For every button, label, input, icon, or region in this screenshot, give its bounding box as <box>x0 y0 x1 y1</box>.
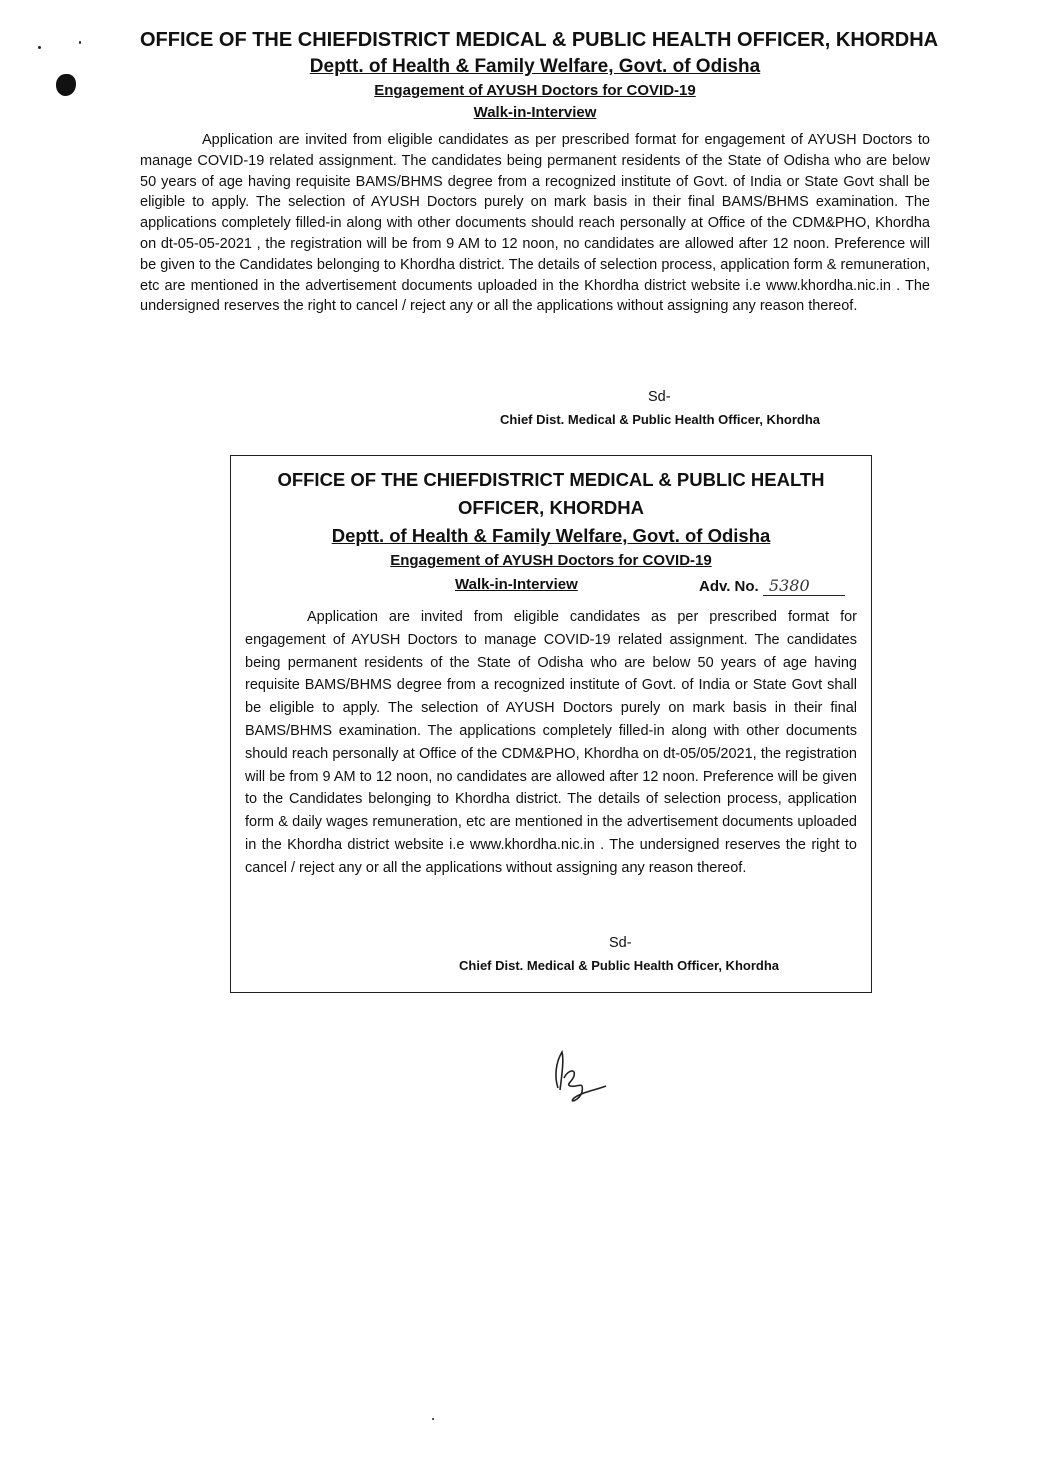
scan-speck <box>79 41 81 44</box>
signatory: Chief Dist. Medical & Public Health Officer, Khordha <box>500 412 820 427</box>
adv-label: Adv. No. <box>699 578 759 595</box>
box-mode-title: Walk-in-Interview <box>455 576 578 593</box>
box-office-title-line2: OFFICER, KHORDHA <box>457 497 645 518</box>
box-subject-title: Engagement of AYUSH Doctors for COVID-19 <box>390 552 712 569</box>
box-office-title-line1: OFFICE OF THE CHIEFDISTRICT MEDICAL & PUBLIC HEALTH <box>277 469 825 490</box>
mode-title: Walk-in-Interview <box>473 104 597 121</box>
sd-mark: Sd- <box>648 389 671 405</box>
box-notice-body: Application are invited from eligible candidates as per prescribed format for engagement of AYUSH Doctors to manage COVID-19 related assignment. The candidates being permanent residents of the State of Odisha who are below 50 years of age having requisite BAMS/BHMS degree from a recognized institute of Govt. of India or State Govt shall be eligible to apply. The selection of AYUSH Doctors purely on mark basis in their final BAMS/BHMS examination. The applications completely filled-in along with other documents should reach personally at Office of the CDM&PHO, Khordha on dt-05/05/2021, the registration will be from 9 AM to 12 noon, no candidates are allowed after 12 noon. Preference will be given to the Candidates belonging to Khordha district. The details of selection process, application form & daily wages remuneration, etc are mentioned in the advertisement documents uploaded in the Khordha district website i.e www.khordha.nic.in . The undersigned reserves the right to cancel / reject any or all the applications without assigning any reason thereof. <box>245 609 857 876</box>
adv-number: 5380 <box>763 576 845 596</box>
department-title: Deptt. of Health & Family Welfare, Govt. of Odisha <box>309 56 761 77</box>
box-department-title: Deptt. of Health & Family Welfare, Govt. of Odisha <box>331 525 771 546</box>
scan-speck <box>38 46 41 49</box>
handwritten-initials-icon <box>540 1040 620 1110</box>
top-notice <box>140 26 939 427</box>
ink-blot <box>56 74 76 96</box>
subject-title: Engagement of AYUSH Doctors for COVID-19 <box>374 82 696 99</box>
boxed-notice <box>230 455 872 993</box>
notice-body: Application are invited from eligible candidates as per prescribed format for engagement of AYUSH Doctors to manage COVID-19 related assignment. The candidates being permanent residents of the State of Odisha who are below 50 years of age having requisite BAMS/BHMS degree from a recognized institute of Govt. of India or State Govt shall be eligible to apply. The selection of AYUSH Doctors purely on mark basis in their final BAMS/BHMS examination. The applications completely filled-in along with other documents should reach personally at Office of the CDM&PHO, Khordha on dt-05-05-2021 , the registration will be from 9 AM to 12 noon, no candidates are allowed after 12 noon. Preference will be given to the Candidates belonging to Khordha district. The details of selection process, application form & remuneration, etc are mentioned in the advertisement documents uploaded in the Khordha district website i.e www.khordha.nic.in . The undersigned reserves the right to cancel / reject any or all the applications without assigning any reason thereof. <box>140 132 930 315</box>
box-mode-row <box>245 574 857 600</box>
scan-speck <box>432 1418 434 1420</box>
office-title: OFFICE OF THE CHIEFDISTRICT MEDICAL & PUBLIC HEALTH OFFICER, KHORDHA <box>140 29 939 51</box>
box-sd-mark: Sd- <box>609 935 632 951</box>
box-signatory: Chief Dist. Medical & Public Health Officer, Khordha <box>459 958 779 973</box>
adv-number-field <box>699 576 845 596</box>
